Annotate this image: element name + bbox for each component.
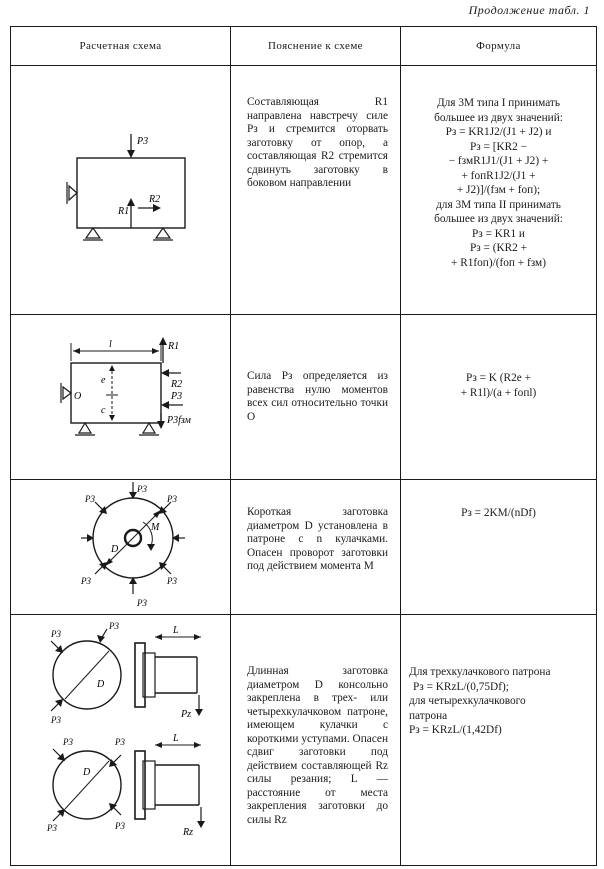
formula-line: большее из двух значений: (434, 213, 563, 225)
formula-line: Pз = KR1 и (472, 227, 525, 240)
label-p3-bl: P3 (81, 576, 91, 586)
scheme-diagram-support-rect (11, 66, 231, 314)
header-scheme: Расчетная схема (11, 27, 231, 66)
formula-line: − fзмR1J1/(J1 + J2) + (448, 155, 549, 167)
formula-block (401, 480, 596, 521)
formula-line: Для 3М типа I принимать (436, 97, 561, 109)
label-p3-u1: P3 (51, 629, 61, 639)
scheme-diagram-moment-rect (11, 315, 231, 479)
header-formula: Формула (401, 27, 597, 66)
table-header-row (11, 27, 597, 66)
formula-line: Pз = KR1J2/(J1 + J2) и (445, 126, 552, 138)
label-p3-friction: P3fзм (167, 415, 191, 426)
label-rz: Rz (183, 827, 193, 838)
explanation-text: Сила Pз определяется из равенства нулю моментов всех сил относительно точки O (247, 370, 388, 423)
label-l-upper: L (173, 625, 179, 636)
formula-line: Pз = 2KM/(nDf) (461, 507, 536, 519)
formula-line: + R1l)/(a + fопl) (460, 386, 537, 399)
formula-block (401, 66, 596, 270)
explanation-cell (231, 66, 401, 315)
label-p3-tr: P3 (167, 494, 177, 504)
explanation-text: Длинная заготовка диаметром D консольно закреплена в трех- или четырехкулачковом патроне, имеющем кулачки с короткими уступами. Опасен сдвиг заготовки под действием составляющей Rz силы резания; L — расстояние от места закрепления заготовки до силы Rz (247, 665, 388, 826)
label-p3-top: P3 (137, 484, 147, 494)
label-p3-br: P3 (167, 576, 177, 586)
formula-block (401, 315, 596, 400)
scheme-cell (11, 480, 231, 615)
formula-line: Pз = KRzL/(1,42Df) (409, 724, 502, 736)
label-d-upper: D (97, 679, 105, 690)
label-p3-l1: P3 (63, 737, 73, 747)
explanation-text: Короткая заготовка диаметром D установлена в патроне с n кулачками. Опасен проворот заготовки под действием момента M (247, 506, 388, 572)
label-p3-l2: P3 (115, 737, 125, 747)
scheme-cell (11, 315, 231, 480)
table-row (11, 66, 597, 315)
table-continuation-label: Продолжение табл. 1 (468, 3, 590, 17)
formula-line: Pз = KRzL/(0,75Df); (413, 680, 509, 693)
label-p3-tl: P3 (85, 494, 95, 504)
label-p3-u3: P3 (51, 715, 61, 725)
label-p3: P3 (171, 391, 183, 402)
formula-line: большее из двух значений: (434, 111, 563, 124)
formula-cell (401, 480, 597, 615)
formula-line: Pз = [KR2 − (469, 140, 528, 153)
label-l-lower: L (173, 733, 179, 744)
explanation-text: Составляющая R1 направлена навстречу силе Pз и стремится оторвать заготовку от опор, а составляющая R2 стремится сдвинуть заготовку в боковом направлении (247, 96, 388, 189)
explanation-cell (231, 315, 401, 480)
label-o: O (74, 391, 82, 402)
formula-line: для 3М типа II принимать (436, 198, 561, 211)
label-r1: R1 (118, 206, 130, 217)
label-d-lower: D (83, 767, 91, 778)
label-l: l (109, 339, 112, 350)
explanation-cell (231, 480, 401, 615)
label-p3: P3 (137, 136, 149, 147)
scheme-diagram-chuck-long (11, 615, 231, 865)
formula-line: Pз = (KR2 + (469, 242, 528, 254)
formula-cell (401, 615, 597, 866)
calculation-table (10, 26, 597, 866)
label-p3-l4: P3 (115, 821, 125, 831)
label-m: M (151, 522, 160, 533)
formula-line: Для трехкулачкового патрона (409, 666, 551, 678)
formula-block (401, 615, 596, 738)
formula-line: для четырехкулачкового (409, 695, 526, 707)
label-p3-l3: P3 (47, 823, 57, 833)
formula-cell (401, 315, 597, 480)
scheme-cell (11, 615, 231, 866)
formula-cell (401, 66, 597, 315)
label-e: e (101, 375, 106, 386)
label-p3-bottom: P3 (137, 598, 147, 608)
label-r2: R2 (149, 194, 161, 205)
scheme-cell (11, 66, 231, 315)
formula-line: Pз = K (R2e + (466, 372, 531, 384)
label-r2: R2 (171, 379, 183, 390)
formula-line: патрона (409, 709, 448, 722)
label-c: c (101, 405, 106, 416)
table-row (11, 480, 597, 615)
header-explanation: Пояснение к схеме (231, 27, 401, 66)
scheme-diagram-chuck-short (11, 480, 231, 614)
label-p3-u2: P3 (109, 621, 119, 631)
label-pz: Pz (181, 709, 191, 720)
formula-line: + J2)]/(fзм + fоп); (456, 184, 541, 196)
label-d: D (111, 544, 119, 555)
explanation-cell (231, 615, 401, 866)
formula-line: + fопR1J2/(J1 + (461, 169, 536, 182)
formula-line: + R1fоп)/(fоп + fзм) (451, 256, 546, 269)
label-r1: R1 (168, 341, 180, 352)
table-row (11, 315, 597, 480)
table-row (11, 615, 597, 866)
